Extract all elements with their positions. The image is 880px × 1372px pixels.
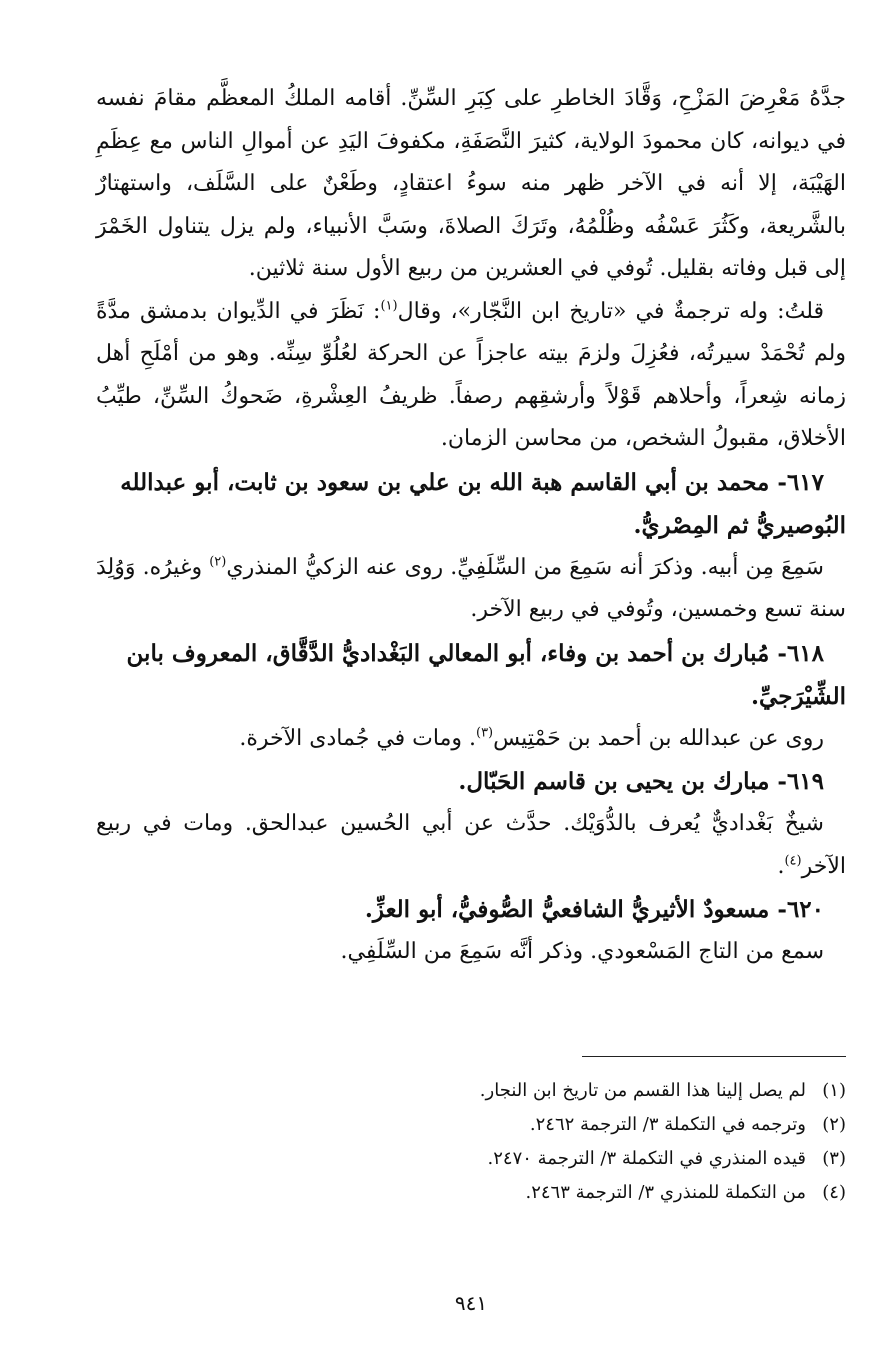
- footnote-text: قيده المنذري في التكملة ٣/ الترجمة ٢٤٧٠.: [487, 1148, 806, 1169]
- footnote-number: (٢): [822, 1114, 846, 1135]
- main-text: [96, 78, 846, 974]
- page-number: ٩٤١: [454, 1291, 488, 1315]
- paragraph-text: وغيرُه. وَوُلِدَ سنة تسع وخمسين، وتُوفي في ربيع الآخر.: [96, 554, 846, 622]
- entry-heading-text: ٦١٩- مبارك بن يحيى بن قاسم الحَبّال.: [458, 768, 824, 795]
- entry-heading-619: [96, 760, 846, 803]
- footnote-number: (٤): [822, 1182, 846, 1203]
- footnote-divider: [582, 1056, 846, 1057]
- paragraph-text: روى عن عبدالله بن أحمد بن حَمْتِيس: [493, 725, 824, 751]
- paragraph-text: : نَظَرَ في الدِّيوان بدمشق مدَّةً ولم تُحْمَدْ سيرتُه، فعُزِلَ ولزمَ بيته عاجزاً عن الحركة لعُلُوِّ سِنِّه. وهو من أمْلَحِ أهل زمانه شِعراً، وأحلاهم قَوْلاً وأرشقِهم رصفاً. ظريفُ العِشْرةِ، ضَحوكُ السِّنِّ، طيِّبُ الأخلاق، مقبولُ الشخص، من محاسن الزمان.: [96, 298, 846, 451]
- entry-heading-text: ٦١٨- مُبارك بن أحمد بن وفاء، أبو المعالي البَغْداديُّ الدَّقَّاق، المعروف بابن الشِّيْرَجيِّ.: [126, 639, 846, 710]
- footnote-2: [96, 1108, 846, 1142]
- book-page: [96, 78, 846, 1348]
- entry-heading-text: ٦٢٠- مسعودٌ الأثيريُّ الشافعيُّ الصُّوفيُّ، أبو العزِّ.: [364, 896, 824, 923]
- footnote-1: [96, 1074, 846, 1108]
- footnote-reference-2[interactable]: (٢): [209, 554, 227, 570]
- footnote-number: (١): [822, 1080, 846, 1101]
- entry-body-617: [96, 547, 846, 632]
- footnote-4: [96, 1176, 846, 1210]
- entry-heading-618: [96, 632, 846, 718]
- entry-body-620: [96, 931, 846, 974]
- footnote-3: [96, 1142, 846, 1176]
- footnote-reference-4[interactable]: (٤): [784, 853, 802, 869]
- paragraph-text: جدَّهُ مَعْرِضَ المَزْحِ، وَقَّادَ الخاطرِ على كِبَرِ السِّنِّ. أقامه الملكُ المعظَّم مقامَ نفسه في ديوانه، كان محمودَ الولاية، كثيرَ النَّصَفَةِ، مكفوفَ اليَدِ عن أموالِ الناس مع عِظَمِ الهَيْبَة، إلا أنه في الآخر ظهر منه سوءُ اعتقادٍ، وطَعْنٌ على السَّلَف، واستهتارٌ بالشَّريعة، وكَثُرَ عَسْفُه وظُلْمُهُ، وتَرَكَ الصلاةَ، وسَبَّ الأنبياء، ولم يزل يتناول الخَمْرَ إلى قبل وفاته بقليل. تُوفي في العشرين من ربيع الأول سنة ثلاثين.: [96, 86, 846, 281]
- entry-heading-620: [96, 888, 846, 931]
- paragraph-text: سمع من التاج المَسْعودي. وذكر أنَّه سَمِعَ من السِّلَفِي.: [340, 939, 824, 964]
- footnote-reference-1[interactable]: (١): [380, 298, 398, 314]
- paragraph-author-note: [96, 291, 846, 461]
- footnote-text: لم يصل إلينا هذا القسم من تاريخ ابن النجار.: [479, 1080, 806, 1101]
- footnote-text: وترجمه في التكملة ٣/ الترجمة ٢٤٦٢.: [529, 1114, 806, 1135]
- entry-body-618: [96, 718, 846, 761]
- entry-heading-617: [96, 461, 846, 547]
- paragraph-text: قلتُ: وله ترجمةٌ في «تاريخ ابن النَّجّار»، وقال: [397, 298, 824, 324]
- entry-body-619: [96, 803, 846, 888]
- paragraph-text: .: [777, 853, 785, 879]
- footnote-number: (٣): [822, 1148, 846, 1169]
- paragraph-text: شيخٌ بَغْداديٌّ يُعرف بالدُّوَيْك. حدَّث عن أبي الحُسين عبدالحق. ومات في ربيع الآخر: [96, 811, 846, 879]
- entry-heading-text: ٦١٧- محمد بن أبي القاسم هبة الله بن علي بن سعود بن ثابت، أبو عبدالله البُوصيريُّ ثم المِصْريُّ.: [120, 468, 846, 539]
- paragraph-text: . ومات في جُمادى الآخرة.: [239, 725, 476, 751]
- footnote-reference-3[interactable]: (٣): [475, 725, 494, 741]
- footnotes-list: [96, 1074, 846, 1210]
- paragraph-text: سَمِعَ مِن أبيه. وذكرَ أنه سَمِعَ من السِّلَفِيِّ. روى عنه الزكيُّ المنذري: [226, 554, 824, 580]
- paragraph-continued-biography: [96, 78, 846, 291]
- footnote-text: من التكملة للمنذري ٣/ الترجمة ٢٤٦٣.: [525, 1182, 806, 1203]
